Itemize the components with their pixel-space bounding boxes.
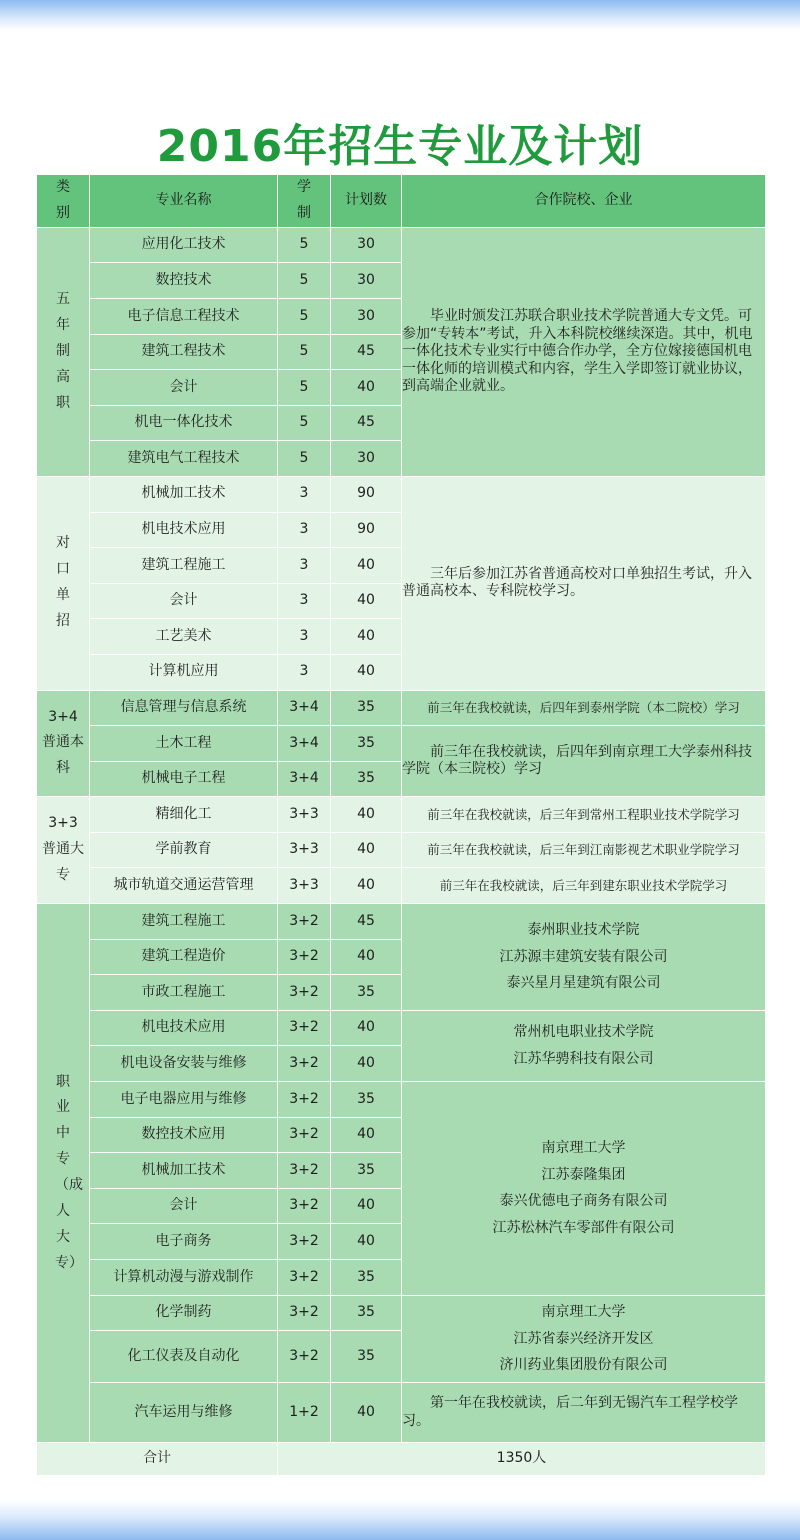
- major-cell: 电子信息工程技术: [90, 298, 278, 334]
- major-cell: 信息管理与信息系统: [90, 690, 278, 726]
- category-cell: 五年制高职: [37, 227, 90, 476]
- years-cell: 3+2: [278, 1082, 331, 1118]
- major-cell: 机械加工技术: [90, 1153, 278, 1189]
- table-row: [37, 1383, 766, 1443]
- quota-cell: 40: [331, 1383, 402, 1443]
- years-cell: 3+2: [278, 975, 331, 1011]
- quota-cell: 35: [331, 1331, 402, 1383]
- category-cell: 对口单招: [37, 476, 90, 690]
- quota-cell: 45: [331, 405, 402, 441]
- partner-line: 江苏松林汽车零部件有限公司: [492, 1219, 675, 1236]
- table-row: [37, 726, 766, 762]
- page-title: 2016年招生专业及计划: [156, 121, 644, 172]
- table-row: [37, 904, 766, 940]
- header-quota: 计划数: [331, 175, 402, 228]
- partner-line: 江苏泰隆集团: [541, 1166, 626, 1183]
- years-cell: 3+2: [278, 1010, 331, 1046]
- major-cell: 机械加工技术: [90, 476, 278, 512]
- quota-cell: 40: [331, 370, 402, 406]
- quota-cell: 40: [331, 1046, 402, 1082]
- major-cell: 建筑工程造价: [90, 939, 278, 975]
- years-cell: 3+2: [278, 904, 331, 940]
- years-cell: 5: [278, 263, 331, 299]
- partner-note: 毕业时颁发江苏联合职业技术学院普通大专文凭。可参加“专转本”考试，升入本科院校继续深造。其中，机电一体化技术专业实行中德合作办学，全方位嫁接德国机电一体化师的培训模式和内容，学生入学即签订就业协议，到高端企业就业。: [402, 227, 766, 476]
- years-cell: 3: [278, 654, 331, 690]
- partner-note: [402, 1295, 766, 1383]
- quota-cell: 40: [331, 868, 402, 904]
- major-cell: 化学制药: [90, 1295, 278, 1331]
- major-cell: 化工仪表及自动化: [90, 1331, 278, 1383]
- partner-note: 三年后参加江苏省普通高校对口单独招生考试，升入普通高校本、专科院校学习。: [402, 476, 766, 690]
- quota-cell: 40: [331, 619, 402, 655]
- quota-cell: 35: [331, 690, 402, 726]
- quota-cell: 35: [331, 726, 402, 762]
- major-cell: 土木工程: [90, 726, 278, 762]
- years-cell: 5: [278, 334, 331, 370]
- partner-line: 常州机电职业技术学院: [513, 1024, 654, 1041]
- partner-line: 南京理工大学: [541, 1304, 626, 1320]
- table-row: [37, 1082, 766, 1118]
- years-cell: 3: [278, 476, 331, 512]
- table-row: [37, 227, 766, 263]
- quota-cell: 35: [331, 761, 402, 797]
- partner-note: 第一年在我校就读，后二年到无锡汽车工程学校学习。: [402, 1383, 766, 1443]
- major-cell: 精细化工: [90, 797, 278, 833]
- partner-note: 前三年在我校就读，后三年到常州工程职业技术学院学习: [402, 797, 766, 833]
- quota-cell: 40: [331, 797, 402, 833]
- partner-note: [402, 904, 766, 1011]
- quota-cell: 40: [331, 1117, 402, 1153]
- years-cell: 3: [278, 619, 331, 655]
- partner-note: 前三年在我校就读，后四年到南京理工大学泰州科技学院（本三院校）学习: [402, 726, 766, 797]
- quota-cell: 90: [331, 476, 402, 512]
- major-cell: 数控技术应用: [90, 1117, 278, 1153]
- quota-cell: 40: [331, 654, 402, 690]
- category-cell: 职业中专（成人大专）: [37, 904, 90, 1443]
- major-cell: 机械电子工程: [90, 761, 278, 797]
- quota-cell: 30: [331, 441, 402, 477]
- quota-cell: 35: [331, 1082, 402, 1118]
- years-cell: 3+2: [278, 1295, 331, 1331]
- years-cell: 3+2: [278, 1153, 331, 1189]
- quota-cell: 35: [331, 1260, 402, 1296]
- table-row: [37, 797, 766, 833]
- years-cell: 3+2: [278, 1117, 331, 1153]
- partner-note: 前三年在我校就读，后三年到江南影视艺术职业学院学习: [402, 832, 766, 868]
- major-cell: 会计: [90, 1188, 278, 1224]
- years-cell: 3+4: [278, 726, 331, 762]
- enrollment-plan-table: [36, 174, 766, 1476]
- major-cell: 建筑电气工程技术: [90, 441, 278, 477]
- major-cell: 计算机应用: [90, 654, 278, 690]
- quota-cell: 40: [331, 1010, 402, 1046]
- major-cell: 电子商务: [90, 1224, 278, 1260]
- years-cell: 3+2: [278, 1260, 331, 1296]
- table-row: [37, 868, 766, 904]
- partner-line: 泰兴星月星建筑有限公司: [506, 975, 661, 992]
- years-cell: 5: [278, 405, 331, 441]
- years-cell: 5: [278, 370, 331, 406]
- major-cell: 市政工程施工: [90, 975, 278, 1011]
- quota-cell: 40: [331, 583, 402, 619]
- total-row: [37, 1443, 766, 1476]
- table-row: [37, 690, 766, 726]
- total-label: 合计: [37, 1443, 278, 1476]
- partner-note: 前三年在我校就读，后四年到泰州学院（本二院校）学习: [402, 690, 766, 726]
- major-cell: 机电技术应用: [90, 512, 278, 548]
- major-cell: 会计: [90, 370, 278, 406]
- major-cell: 电子电器应用与维修: [90, 1082, 278, 1118]
- years-cell: 3: [278, 548, 331, 584]
- years-cell: 3: [278, 583, 331, 619]
- partner-line: 江苏省泰兴经济开发区: [513, 1330, 654, 1347]
- header-partner: 合作院校、企业: [402, 175, 766, 228]
- quota-cell: 35: [331, 1295, 402, 1331]
- quota-cell: 40: [331, 548, 402, 584]
- partner-line: 江苏源丰建筑安装有限公司: [499, 948, 668, 965]
- years-cell: 3+2: [278, 1188, 331, 1224]
- quota-cell: 30: [331, 263, 402, 299]
- major-cell: 计算机动漫与游戏制作: [90, 1260, 278, 1296]
- years-cell: 3+2: [278, 1046, 331, 1082]
- quota-cell: 45: [331, 904, 402, 940]
- years-cell: 3+3: [278, 832, 331, 868]
- category-cell: 3+3普通大专: [37, 797, 90, 904]
- quota-cell: 40: [331, 1188, 402, 1224]
- major-cell: 机电设备安装与维修: [90, 1046, 278, 1082]
- quota-cell: 30: [331, 298, 402, 334]
- quota-cell: 35: [331, 975, 402, 1011]
- header-category: 类别: [37, 175, 90, 228]
- years-cell: 3+2: [278, 1331, 331, 1383]
- major-cell: 建筑工程施工: [90, 904, 278, 940]
- table-row: [37, 832, 766, 868]
- major-cell: 城市轨道交通运营管理: [90, 868, 278, 904]
- years-cell: 5: [278, 441, 331, 477]
- major-cell: 学前教育: [90, 832, 278, 868]
- major-cell: 数控技术: [90, 263, 278, 299]
- major-cell: 汽车运用与维修: [90, 1383, 278, 1443]
- major-cell: 应用化工技术: [90, 227, 278, 263]
- years-cell: 3+2: [278, 939, 331, 975]
- major-cell: 机电一体化技术: [90, 405, 278, 441]
- quota-cell: 90: [331, 512, 402, 548]
- years-cell: 3+2: [278, 1224, 331, 1260]
- table-row: [37, 476, 766, 512]
- major-cell: 会计: [90, 583, 278, 619]
- partner-line: 泰州职业技术学院: [527, 922, 640, 939]
- table-row: [37, 1295, 766, 1331]
- partner-line: 南京理工大学: [541, 1140, 626, 1157]
- quota-cell: 45: [331, 334, 402, 370]
- major-cell: 机电技术应用: [90, 1010, 278, 1046]
- major-cell: 工艺美术: [90, 619, 278, 655]
- category-cell: 3+4普通本科: [37, 690, 90, 797]
- years-cell: 3+3: [278, 797, 331, 833]
- major-cell: 建筑工程施工: [90, 548, 278, 584]
- quota-cell: 35: [331, 1153, 402, 1189]
- table-row: [37, 1010, 766, 1046]
- partner-line: 泰兴优德电子商务有限公司: [499, 1193, 668, 1210]
- quota-cell: 30: [331, 227, 402, 263]
- years-cell: 3+4: [278, 761, 331, 797]
- years-cell: 5: [278, 227, 331, 263]
- partner-note: [402, 1082, 766, 1296]
- partner-note: [402, 1010, 766, 1081]
- partner-line: 江苏华骋科技有限公司: [513, 1050, 654, 1067]
- major-cell: 建筑工程技术: [90, 334, 278, 370]
- bottom-gradient-band: [0, 1500, 800, 1540]
- years-cell: 1+2: [278, 1383, 331, 1443]
- quota-cell: 40: [331, 1224, 402, 1260]
- years-cell: 3: [278, 512, 331, 548]
- years-cell: 3+4: [278, 690, 331, 726]
- years-cell: 3+3: [278, 868, 331, 904]
- quota-cell: 40: [331, 832, 402, 868]
- partner-line: 济川药业集团股份有限公司: [499, 1357, 668, 1374]
- header-years: 学制: [278, 175, 331, 228]
- top-gradient-band: [0, 0, 800, 30]
- header-major: 专业名称: [90, 175, 278, 228]
- total-value: 1350人: [278, 1443, 766, 1476]
- partner-note: 前三年在我校就读，后三年到建东职业技术学院学习: [402, 868, 766, 904]
- years-cell: 5: [278, 298, 331, 334]
- quota-cell: 40: [331, 939, 402, 975]
